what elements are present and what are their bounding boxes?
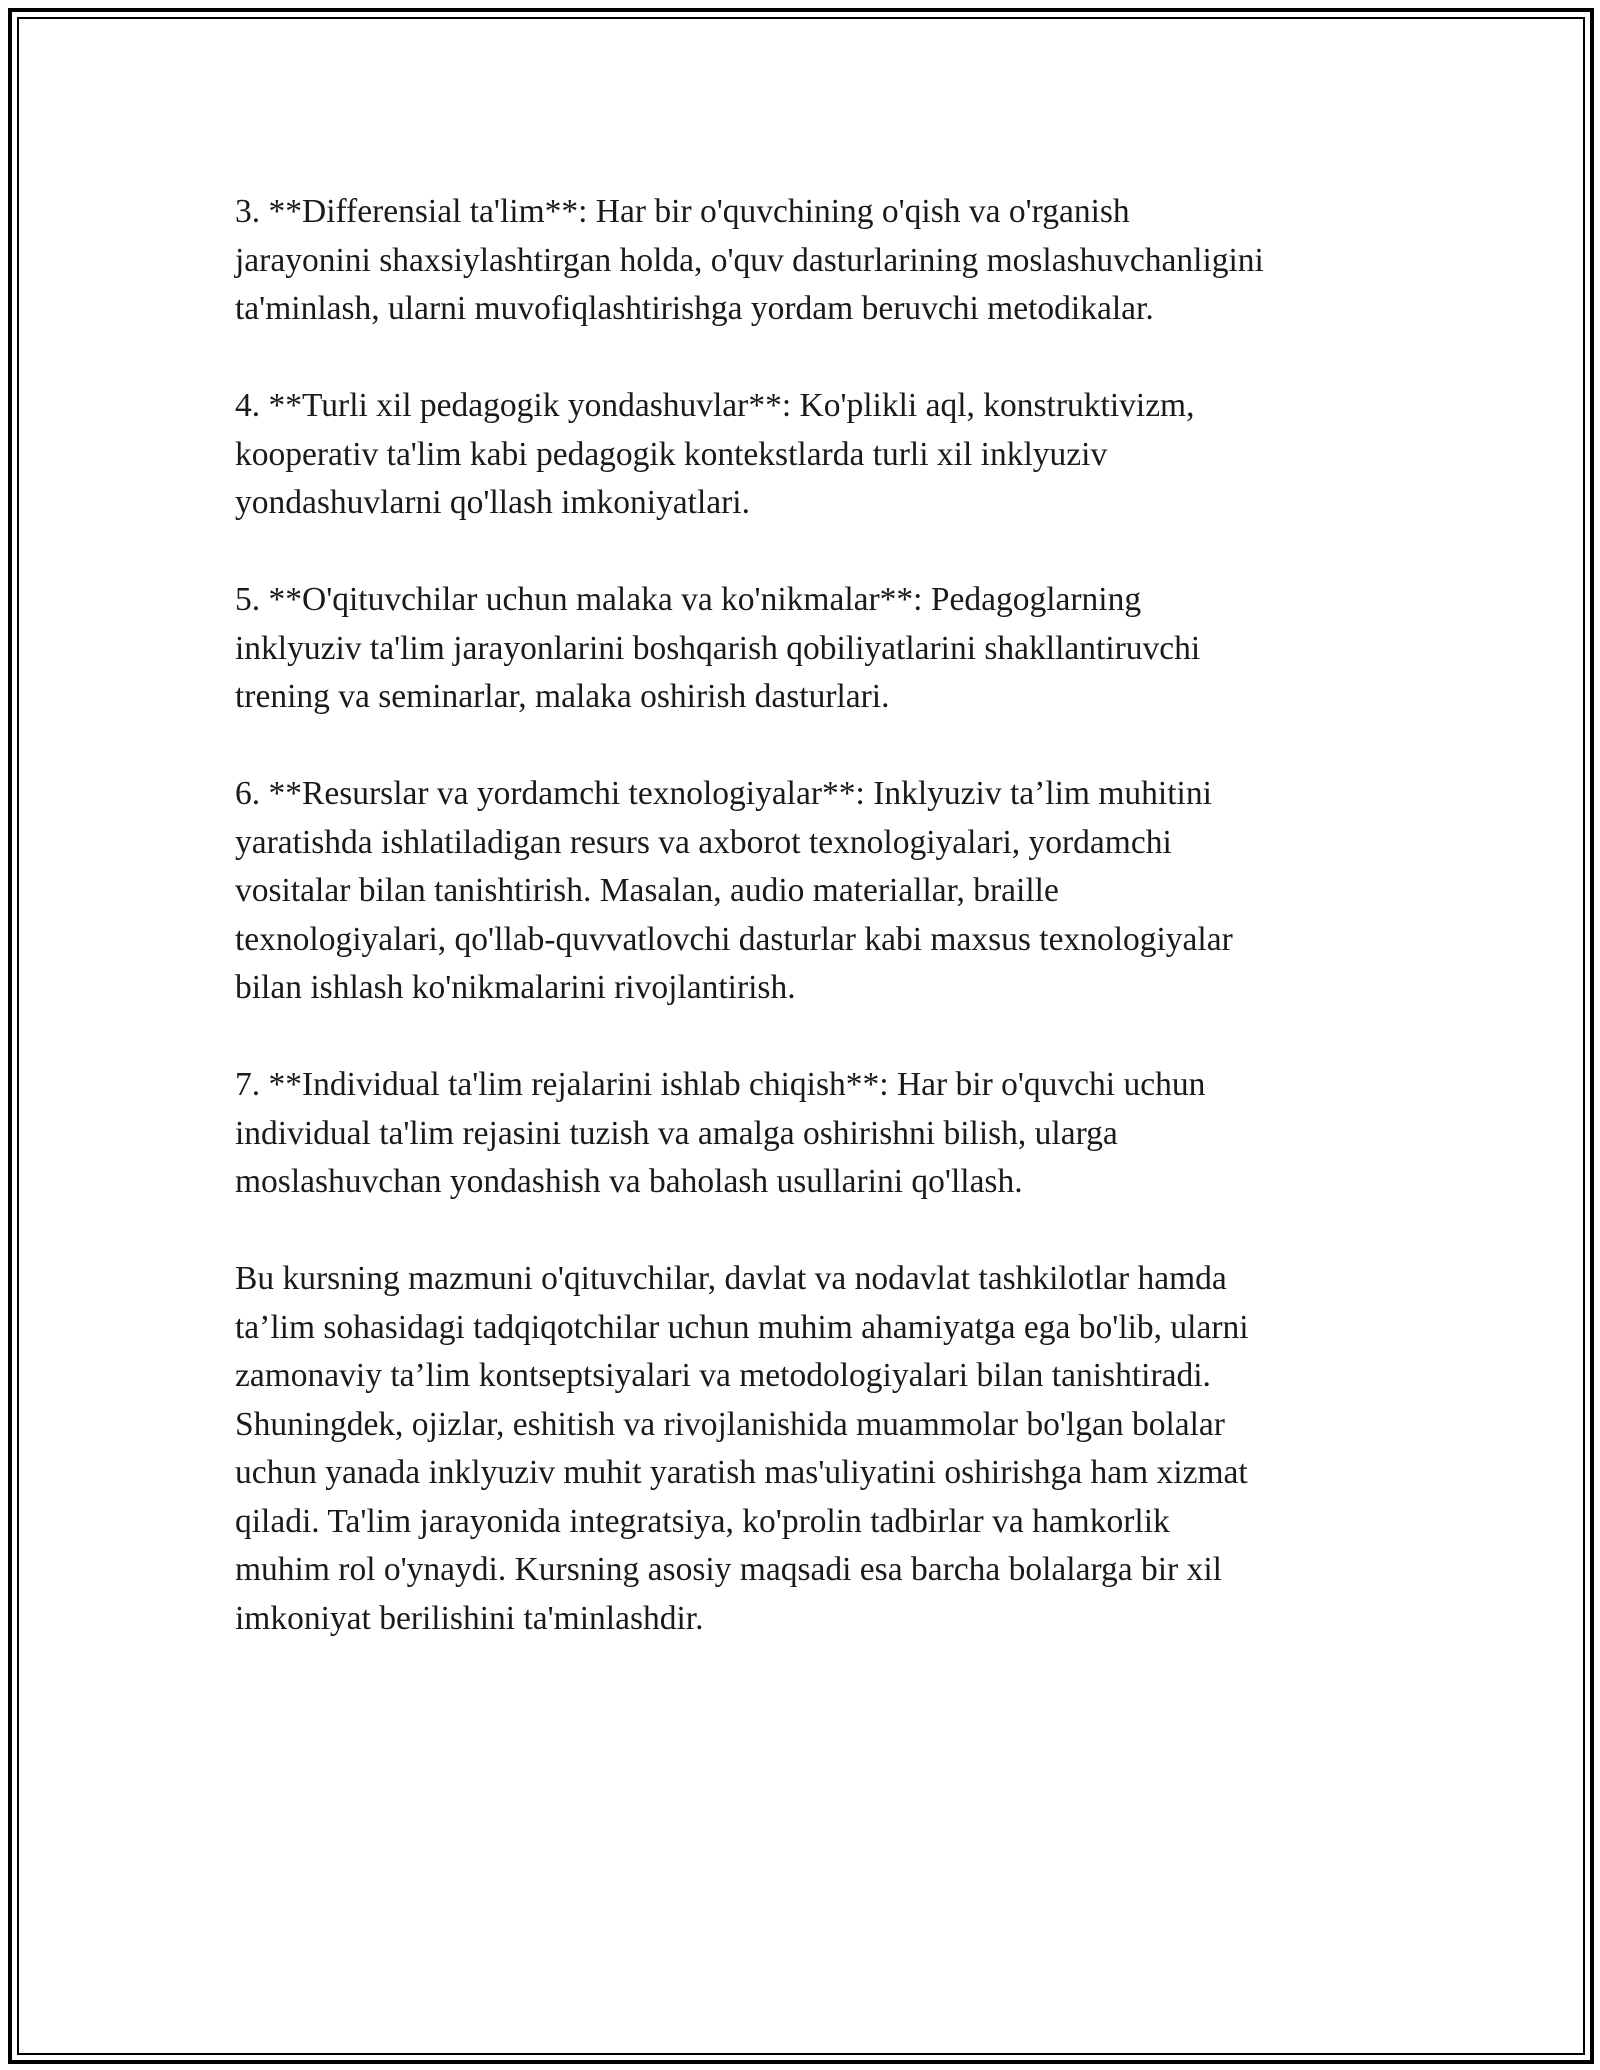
document-body <box>235 188 1385 1692</box>
paragraph-pedagogik-yondashuvlar: 4. **Turli xil pedagogik yondashuvlar**: Ko'plikli aql, konstruktivizm, kooperativ ta'lim kabi pedagogik kontekstlarda turli xil inklyuziv yondashuvlarni qo'llash imkoniyatlari. <box>235 387 1195 521</box>
paragraph-malaka-konikmalar: 5. **O'qituvchilar uchun malaka va ko'nikmalar**: Pedagoglarning inklyuziv ta'lim jarayonlarini boshqarish qobiliyatlarini shakllantiruvchi trening va seminarlar, malaka oshirish dasturlari. <box>235 581 1201 715</box>
paragraph-resurslar-texnologiyalar: 6. **Resurslar va yordamchi texnologiyalar**: Inklyuziv ta’lim muhitini yaratishda ishlatiladigan resurs va axborot texnologiyalari, yordamchi vositalar bilan tanishtirish. Masalan, audio materiallar, braille texnologiyalari, qo'llab-quvvatlovchi dasturlar kabi maxsus texnologiyalar bilan ishlash ko'nikmalarini rivojlantirish. <box>235 775 1233 1006</box>
paragraph-individual-rejalar: 7. **Individual ta'lim rejalarini ishlab chiqish**: Har bir o'quvchi uchun individual ta'lim rejasini tuzish va amalga oshirishni bilish, ularga moslashuvchan yondashish va baholash usullarini qo'llash. <box>235 1066 1206 1200</box>
paragraph-kurs-mazmuni: Bu kursning mazmuni o'qituvchilar, davlat va nodavlat tashkilotlar hamda ta’lim sohasidagi tadqiqotchilar uchun muhim ahamiyatga ega bo'lib, ularni zamonaviy ta’lim kontseptsiyalari va metodologiyalari bilan tanishtiradi. Shuningdek, ojizlar, eshitish va rivojlanishida muammolar bo'lgan bolalar uchun yanada inklyuziv muhit yaratish mas'uliyatini oshirishga ham xizmat qiladi. Ta'lim jarayonida integratsiya, ko'prolin tadbirlar va hamkorlik muhim rol o'ynaydi. Kursning asosiy maqsadi esa barcha bolalarga bir xil imkoniyat berilishini ta'minlashdir. <box>235 1260 1249 1637</box>
paragraph-differensial-talim: 3. **Differensial ta'lim**: Har bir o'quvchining o'qish va o'rganish jarayonini shaxsiylashtirgan holda, o'quv dasturlarining moslashuvchanligini ta'minlash, ularni muvofiqlashtirishga yordam beruvchi metodikalar. <box>235 193 1264 327</box>
